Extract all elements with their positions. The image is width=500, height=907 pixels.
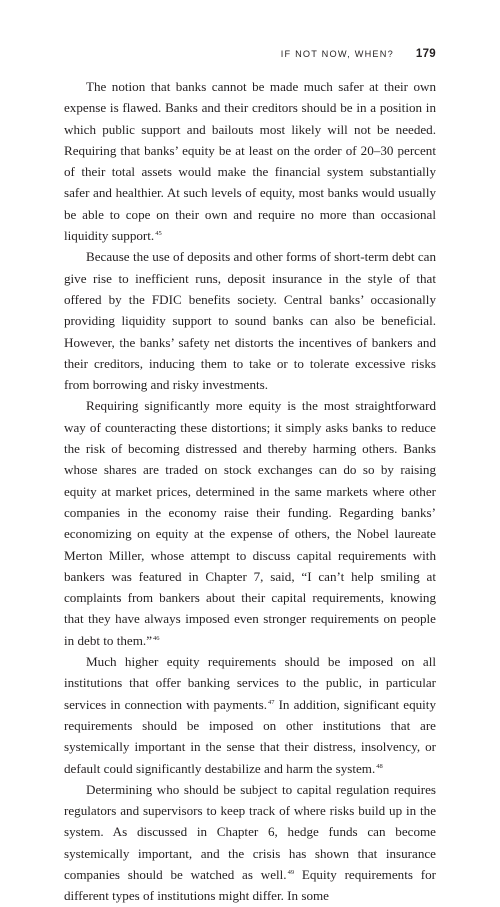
- footnote-reference[interactable]: 47: [267, 698, 275, 706]
- paragraph-text: Requiring significantly more equity is the most straightforward way of counteracting these distortions; it simply asks banks to reduce the risk of becoming distressed and thereby harming others. Banks whose shares are traded on stock exchanges can do so by raising equity at market prices, determined in the same markets where other companies in the economy raise their funding. Regarding banks’ economizing on equity at the expense of others, the Nobel laureate Merton Miller, whose attempt to discuss capital requirements with bankers was featured in Chapter 7, said, “I can’t help smiling at complaints from bankers about their capital requirements, knowing that they have always imposed even stronger requirements on people in debt to them.”: [64, 398, 436, 648]
- running-head-title: IF NOT NOW, WHEN?: [280, 49, 394, 59]
- running-head: [0, 44, 436, 60]
- paragraph: [64, 395, 436, 651]
- paragraph: [64, 651, 436, 779]
- paragraph-text-continuation: In addition, significant equity requirements should be imposed on other institutions that are systemically important in the sense that their distress, insolvency, or default could significantly destabilize and harm the system.: [64, 696, 436, 776]
- paragraph: [64, 76, 436, 246]
- paragraph-text-continuation: Equity requirements for different types of institutions might differ. In some: [64, 866, 436, 904]
- paragraph-text: The notion that banks cannot be made much safer at their own expense is flawed. Banks and their creditors should be in a position in which public support and bailouts most likely will not be needed. Requiring that banks’ equity be at least on the order of 20–30 percent of their total assets would make the financial system substantially safer and healthier. At such levels of equity, most banks would usually be able to cope on their own and require no more than occasional liquidity support.: [64, 79, 436, 244]
- body-text: [64, 76, 436, 907]
- paragraph-text: Much higher equity requirements should be imposed on all institutions that offer banking services to the public, in particular services in connection with payments.: [64, 654, 436, 712]
- paragraph-text: Determining who should be subject to capital regulation requires regulators and supervisors to keep track of where risks build up in the system. As discussed in Chapter 6, hedge funds can become systemically important, and the crisis has shown that insurance companies should be watched as well.: [64, 781, 436, 882]
- footnote-reference[interactable]: 46: [153, 634, 160, 642]
- page-number: 179: [415, 48, 436, 60]
- paragraph-text: Because the use of deposits and other forms of short-term debt can give rise to inefficient runs, deposit insurance in the style of that offered by the FDIC benefits society. Central banks’ occasionally providing liquidity support to sound banks can also be beneficial. However, the banks’ safety net distorts the incentives of bankers and their creditors, inducing them to take or to tolerate excessive risks from borrowing and risky investments.: [64, 249, 436, 393]
- footnote-reference[interactable]: 49: [287, 868, 295, 876]
- footnote-reference[interactable]: 45: [155, 230, 162, 238]
- paragraph: [64, 246, 436, 395]
- footnote-reference[interactable]: 48: [376, 762, 383, 770]
- paragraph: [64, 779, 436, 907]
